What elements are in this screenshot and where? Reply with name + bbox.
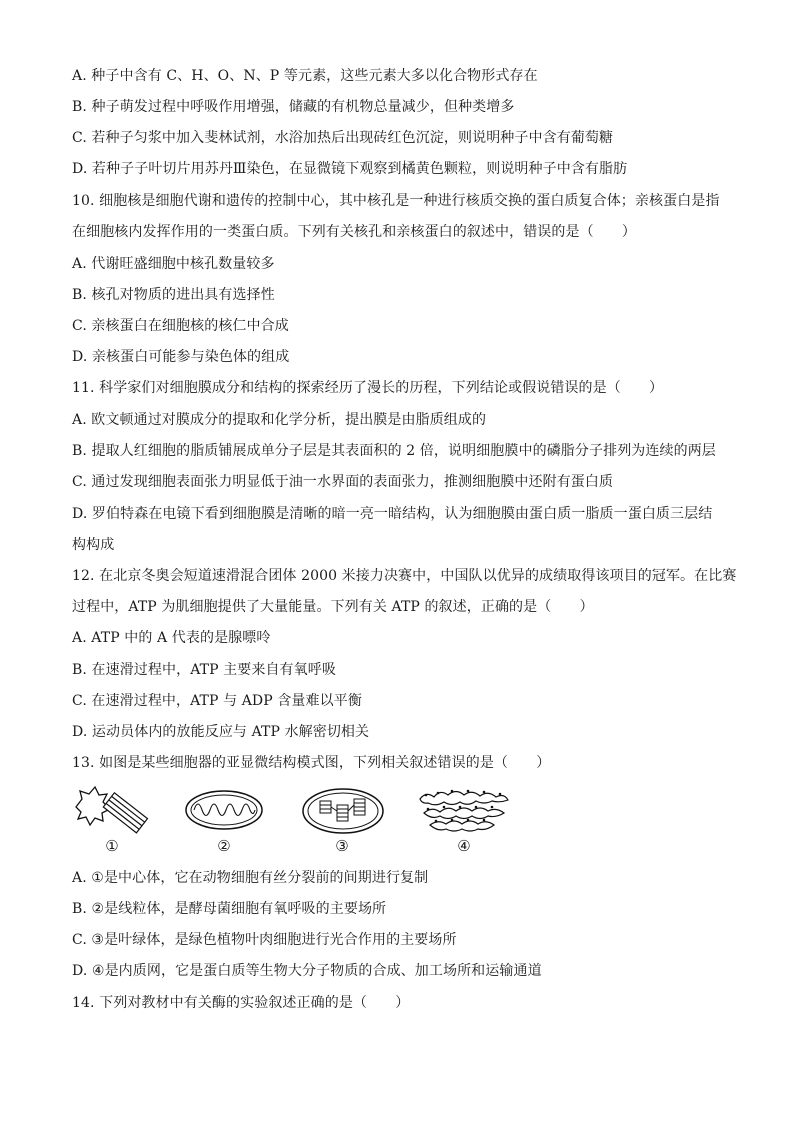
q10-option-c: C. 亲核蛋白在细胞核的核仁中合成 [72, 318, 289, 334]
q11-option-a: A. 欧文顿通过对膜成分的提取和化学分析，提出膜是由脂质组成的 [72, 412, 487, 428]
q12-stem-line2: 过程中，ATP 为肌细胞提供了大量能量。下列有关 ATP 的叙述，正确的是（ ） [72, 599, 594, 615]
q10-stem-line2: 在细胞核内发挥作用的一类蛋白质。下列有关核孔和亲核蛋白的叙述中，错误的是（ ） [72, 224, 636, 240]
q11-option-d-line2: 构构成 [72, 537, 115, 553]
q13-option-d: D. ④是内质网，它是蛋白质等生物大分子物质的合成、加工场所和运输通道 [72, 963, 542, 979]
q13-option-a: A. ①是中心体，它在动物细胞有丝分裂前的间期进行复制 [72, 870, 429, 886]
figure-label-4: ④ [457, 837, 471, 855]
mitochondrion-figure [182, 785, 266, 835]
q11-option-d-line1: D. 罗伯特森在电镜下看到细胞膜是清晰的暗一亮一暗结构，认为细胞膜由蛋白质一脂质一蛋白质三层结 [72, 506, 713, 522]
figure-label-1: ① [105, 837, 119, 855]
endoplasmic-reticulum-figure [416, 785, 512, 835]
q13-option-c: C. ③是叶绿体，是绿色植物叶肉细胞进行光合作用的主要场所 [72, 932, 457, 948]
q12-option-d: D. 运动员体内的放能反应与 ATP 水解密切相关 [72, 724, 370, 740]
q12-option-b: B. 在速滑过程中，ATP 主要来自有氧呼吸 [72, 662, 336, 678]
q12-option-c: C. 在速滑过程中，ATP 与 ADP 含量难以平衡 [72, 693, 362, 709]
q12-stem-line1: 12. 在北京冬奥会短道速滑混合团体 2000 米接力决赛中，中国队以优异的成绩取得该项目的冠军。在比赛 [72, 568, 737, 584]
chloroplast-figure [300, 785, 386, 837]
q11-option-c: C. 通过发现细胞表面张力明显低于油一水界面的表面张力，推测细胞膜中还附有蛋白质 [72, 474, 614, 490]
organelle-figure [72, 785, 512, 857]
q12-option-a: A. ATP 中的 A 代表的是腺嘌呤 [72, 630, 271, 646]
q13-option-b: B. ②是线粒体，是酵母菌细胞有氧呼吸的主要场所 [72, 901, 387, 917]
q10-option-a: A. 代谢旺盛细胞中核孔数量较多 [72, 256, 275, 272]
q9-option-b: B. 种子萌发过程中呼吸作用增强，储藏的有机物总量减少，但种类增多 [72, 99, 515, 115]
q10-option-d: D. 亲核蛋白可能参与染色体的组成 [72, 349, 290, 365]
q11-stem: 11. 科学家们对细胞膜成分和结构的探索经历了漫长的历程，下列结论或假说错误的是（ ） [72, 380, 664, 396]
q10-stem-line1: 10. 细胞核是细胞代谢和遗传的控制中心，其中核孔是一种进行核质交换的蛋白质复合体；亲核蛋白是指 [72, 193, 720, 209]
q13-stem: 13. 如图是某些细胞器的亚显微结构模式图，下列相关叙述错误的是（ ） [72, 755, 551, 771]
q9-option-c: C. 若种子匀浆中加入斐林试剂，水浴加热后出现砖红色沉淀，则说明种子中含有葡萄糖 [72, 130, 614, 146]
q9-option-d: D. 若种子子叶切片用苏丹Ⅲ染色，在显微镜下观察到橘黄色颗粒，则说明种子中含有脂肪 [72, 161, 628, 177]
q11-option-b: B. 提取人红细胞的脂质铺展成单分子层是其表面积的 2 倍，说明细胞膜中的磷脂分子排列为连续的两层 [72, 443, 716, 459]
q9-option-a: A. 种子中含有 C、H、O、N、P 等元素，这些元素大多以化合物形式存在 [72, 68, 538, 84]
figure-label-2: ② [217, 837, 231, 855]
q10-option-b: B. 核孔对物质的进出具有选择性 [72, 287, 275, 303]
q14-stem: 14. 下列对教材中有关酶的实验叙述正确的是（ ） [72, 995, 410, 1011]
centriole-figure [72, 785, 154, 837]
figure-label-3: ③ [335, 837, 349, 855]
